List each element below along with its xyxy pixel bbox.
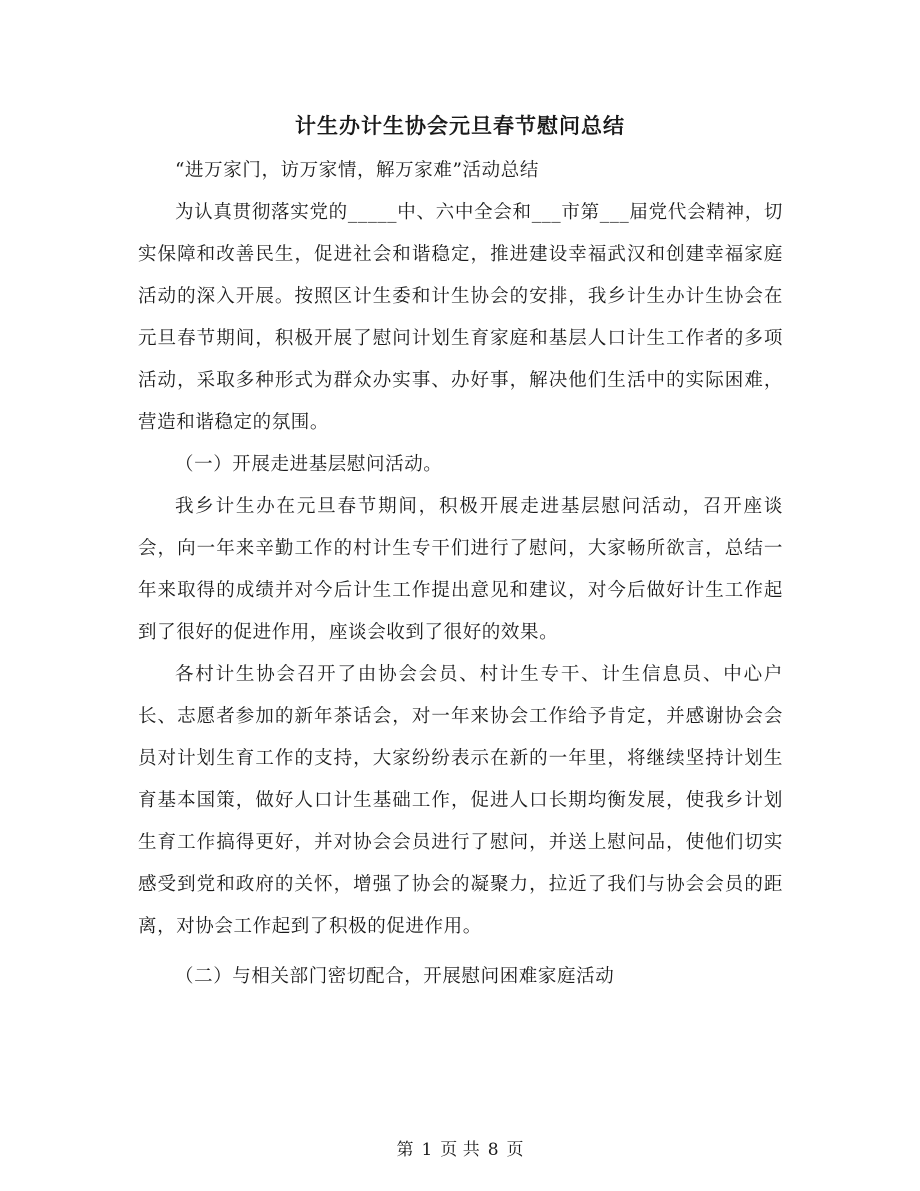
- document-title: 计生办计生协会元旦春节慰问总结: [295, 113, 625, 138]
- subtitle-paragraph: “进万家门，访万家情，解万家难”活动总结: [175, 160, 539, 181]
- body-paragraph-intro: 为认真贯彻落实党的_____中、六中全会和___市第___届党代会精神，切实保障和改善民生，促进社会和谐稳定，推进建设幸福武汉和创建幸福家庭活动的深入开展。按照区计生委和计生协会的安排，我乡计生办计生协会在元旦春节期间，积极开展了慰问计划生育家庭和基层人口计生工作者的多项活动，采取多种形式为群众办实事、办好事，解决他们生活中的实际困难，营造和谐稳定的氛围。: [138, 202, 783, 433]
- page-footer: [0, 1138, 920, 1162]
- section-heading-2: （二）与相关部门密切配合，开展慰问困难家庭活动: [175, 966, 615, 987]
- section-heading-1: （一）开展走进基层慰问活动。: [175, 454, 443, 475]
- footer-page-number: 1: [421, 1140, 433, 1160]
- footer-suffix: 页: [506, 1140, 524, 1160]
- footer-prefix: 第: [396, 1140, 414, 1160]
- footer-total-pages: 8: [487, 1140, 499, 1160]
- body-paragraph-2: 各村计生协会召开了由协会会员、村计生专干、计生信息员、中心户长、志愿者参加的新年茶话会，对一年来协会工作给予肯定，并感谢协会会员对计划生育工作的支持，大家纷纷表示在新的一年里，将继续坚持计划生育基本国策，做好人口计生基础工作，促进人口长期均衡发展，使我乡计划生育工作搞得更好，并对协会会员进行了慰问，并送上慰问品，使他们切实感受到党和政府的关怀，增强了协会的凝聚力，拉近了我们与协会会员的距离，对协会工作起到了积极的促进作用。: [138, 664, 783, 937]
- body-paragraph-1: 我乡计生办在元旦春节期间，积极开展走进基层慰问活动，召开座谈会，向一年来辛勤工作的村计生专干们进行了慰问，大家畅所欲言，总结一年来取得的成绩并对今后计生工作提出意见和建议，对今后做好计生工作起到了很好的促进作用，座谈会收到了很好的效果。: [138, 496, 783, 643]
- document-body: [138, 150, 783, 998]
- footer-mid: 页 共: [440, 1140, 480, 1160]
